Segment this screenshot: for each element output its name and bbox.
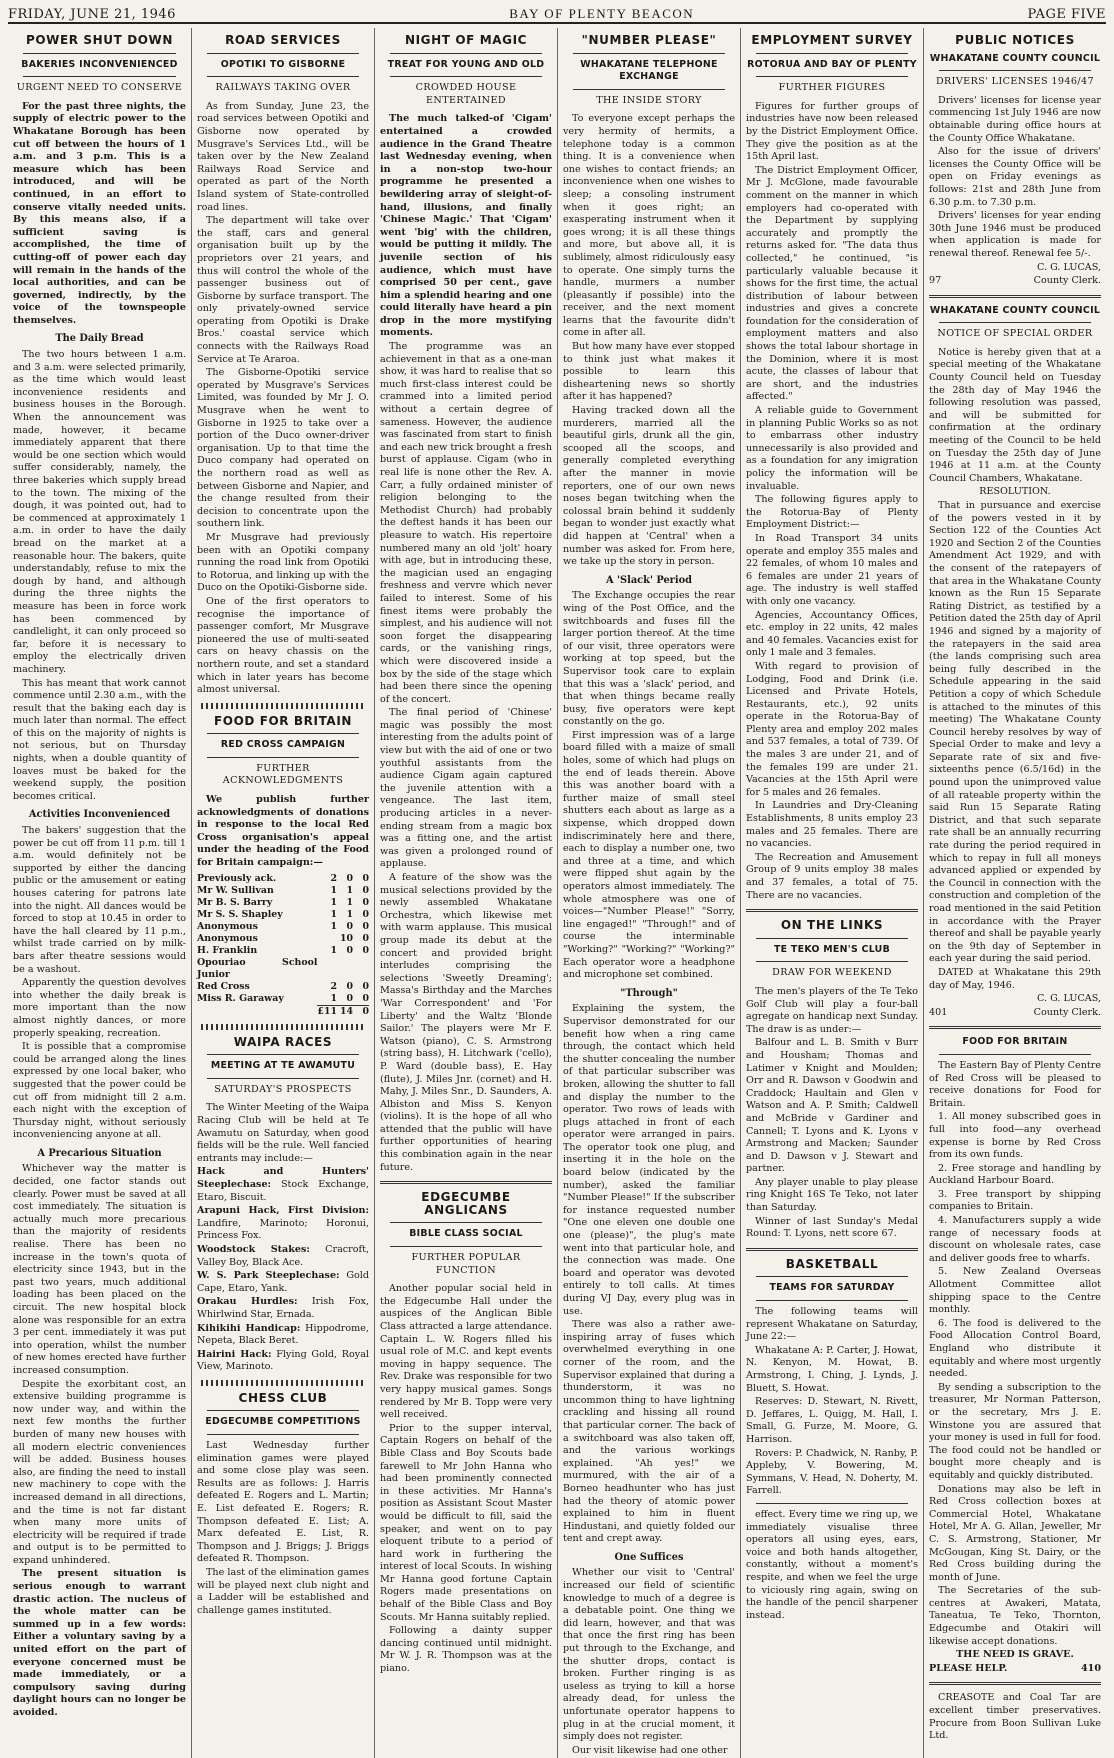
race-name: Woodstock Stakes: xyxy=(197,1243,310,1255)
subheadline: FURTHER FIGURES xyxy=(778,82,886,94)
donor-name: Miss R. Garaway xyxy=(197,992,284,1004)
paragraph: This has meant that work cannot commence until 2.30 a.m., with the result that the baking each day is much later than normal. The effect of this on the majority of nights is not serious, but on Thursday nights, when a double quantity of loaves must be baked for the weekend supply, the position becomes critical. xyxy=(13,677,186,802)
amount-pounds: 2 xyxy=(330,980,337,992)
page-number: PAGE FIVE xyxy=(1027,7,1106,22)
section-divider xyxy=(201,703,365,709)
paragraph: Drivers' licenses for year ending 30th June 1946 must be produced when application is made for renewal thereof. Renewal fee 5/-. xyxy=(929,210,1101,259)
paragraph: Explaining the system, the Supervisor demonstrated for our benefit how when a ring came through, the contact which held the shutter concealing the number of that particular subscriber was broken, allowing the shutter to fall and display the number to the operator. Two rows of leads with plugs attached in front of each operator were arranged in pairs. The operator took one plug, and inserting it in the hole on the board below (indicated by the number), asked the familiar "Number Please!" If the subscriber for instance requested number "One one eleven one double one one (please)", the plug's mate went into that particular hole, and the connection was made. One board and operator was devoted entirely to toll calls. At times during VJ Day, every plug was in use. xyxy=(563,1003,735,1317)
subheadline: WHAKATANE COUNTY COUNCIL xyxy=(929,52,1101,64)
donor-name: Red Cross xyxy=(197,980,250,992)
subheadline: NOTICE OF SPECIAL ORDER xyxy=(937,328,1093,340)
subheadline: CROWDED HOUSE ENTERTAINED xyxy=(415,82,517,106)
notice-number: 97 xyxy=(929,275,942,287)
paragraph: Whakatane A: P. Carter, J. Howat, N. Kenyon, M. Howat, B. Armstrong, I. Ching, J. Lynds, J. Bluett, S. Howat. xyxy=(746,1344,918,1394)
section-heading: One Suffices xyxy=(614,1551,684,1563)
donation-total-row xyxy=(197,1005,369,1018)
headline: CHESS CLUB xyxy=(238,1390,328,1405)
paragraph: The following figures apply to the Rotorua-Bay of Plenty Employment District:— xyxy=(746,494,918,531)
paragraph: The District Employment Officer, Mr J. McGlone, made favourable comment on the manner in which employers had co-operated with the Department by supplying accurately and promptly the returns asked for. "The data thus collected," he continued, "is particularly valuable because it shows for the first time, the actual distribution of labour between industries and gives a concrete foundation for the consideration of employment matters and also shows the total labour shortage in the Dominion, where it is most acute, the classes of labour that are short, and the industries affected." xyxy=(746,164,918,403)
paragraph: Prior to the supper interval, Captain Rogers on behalf of the Bible Class and Boy Scouts bade farewell to Mr John Hanna who had been prominently connected in these activities. Mr Hanna's position as Assistant Scout Master would be difficult to fill, said the speaker, and went on to pay eloquent tribute to a period of hard work in furthering the interest of local Scouts. In wishing Mr Hanna good fortune Captain Rogers made presentations on behalf of the Bible Class and Boy Scouts. Mr Hanna suitably replied. xyxy=(380,1422,552,1623)
paragraph: Apparently the question devolves into whether the daily break is more important than the now almost nightly dances, or more properly speaking, recreation. xyxy=(13,977,186,1039)
race-horses: Hippodrome, Nepeta, Black Beret. xyxy=(197,1322,369,1347)
food-list-item: 5. New Zealand Overseas Allotment Committee allot shipping space to the Centre monthly. xyxy=(929,1266,1101,1316)
signature: C. G. LUCAS, xyxy=(1037,261,1101,273)
subheadline: FURTHER ACKNOWLEDGMENTS xyxy=(222,762,344,787)
paragraph: The Exchange occupies the rear wing of the Post Office, and the switchboards and fuses fill the larger portion thereof. At the time of our visit, three operators were working at top speed, but the Supervisor took care to explain that this was a 'slack' period, and that when things became really busy, five operators were kept constantly on the go. xyxy=(563,590,735,728)
donation-row xyxy=(197,897,369,909)
amount-pence: 0 xyxy=(362,932,369,944)
column-night-of-magic xyxy=(374,28,557,1758)
paragraph: The following teams will represent Whakatane on Saturday, June 22:— xyxy=(746,1306,918,1343)
column-road-services xyxy=(191,28,374,1758)
paragraph: First impression was of a large board filled with a maize of small holes, some of which had plugs on the end of leads therein. Above this was another board with a further maize of small steel shutters each about as large as a sixpense, which dropped down indiscriminately here and there, each to display a number one, two and three at a time, and which were flipped shut again by the operators almost immediately. The whole atmosphere was one of voices—"Number Please!" "Sorry, line engaged!" "Through!" and of course the interminable "Working?" "Working?" "Working?" Each operator wore a headphone and microphone set combined. xyxy=(563,729,735,981)
paragraph: The Eastern Bay of Plenty Centre of Red Cross will be pleased to receive donations for Food for Britain. xyxy=(929,1059,1101,1109)
race-entry xyxy=(197,1349,369,1374)
amount-pounds: 1 xyxy=(330,944,337,956)
paragraph: Balfour and L. B. Smith v Burr and Housham; Thomas and Latimer v Knight and Moulden; Orr and R. Dawson v Goodwin and Craddock; Haultain and Glen v Watson and A. P. Smith; Caldwell and McBride v Gardiner and Cannell; T. Lyons and K. Lyons v Armstrong and Macken; Saunder and D. Dawson v J. Stewart and partner. xyxy=(746,1037,918,1175)
race-horses: Gold Cape, Etaro, Yank. xyxy=(197,1270,369,1294)
subheadline: MEETING AT TE AWAMUTU xyxy=(210,1060,356,1072)
paragraph: Despite the exorbitant cost, an extensive building programme is now under way, and within the next few months the further burden of many new houses with all modern electric conveniences will be added. Business houses also, are finding the need to install new machinery to cope with the increased demand in all directions, and the time is not far distant when many more units of electricity will be required if trade and output is to be permitted to expand unhindered. xyxy=(13,1378,186,1566)
paragraph: Figures for further groups of industries have now been released by the District Employment Office. They give the position as at the 15th April last. xyxy=(746,100,918,163)
donor-name: Mr S. S. Shapley xyxy=(197,908,283,920)
donations-table xyxy=(197,873,369,1018)
paragraph: The department will take over the staff, cars and general organisation built up by the proprietors over 21 years, and thus will control the whole of the passenger business out of Gisborne by surface transport. The only privately-owned service operating from Opotiki is Drake Bros.' coastal service which connects with the Railways Road Service at Te Araroa. xyxy=(197,215,369,365)
amount-pence: 0 xyxy=(362,872,369,884)
paragraph: Following a dainty supper dancing continued until midnight. Mr W. J. R. Thompson was at the piano. xyxy=(380,1625,552,1675)
headline: ON THE LINKS xyxy=(780,918,884,933)
amount-shillings: 1 xyxy=(346,908,353,920)
amount-shillings: 1 xyxy=(346,884,353,896)
paragraph: A feature of the show was the musical selections provided by the newly assembled Whakatane Orchestra, which likewise met with warm applause. This musical group made its debut at the concert and provided bright interludes comprising the selections 'Sweetly Dreaming'; Massa's Birthday and the Marches 'War Correspondent' and 'For Liberty' and the Waltz 'Blonde Sailor.' The players were Mr F. Watson (piano), C. S. Armstrong (string bass), H. Litchwark ('cello), P. Ward (double bass), E. Hay (flute), J. Miles Jnr. (cornet) and H. Mahy, J. Miles Snr., D. Saunders, A. Albiston and Miss S. Kenyon (violins). It is the hope of all who attended that the public will have further opportunities of hearing this combination again in the near future. xyxy=(380,872,552,1173)
paragraph: Whichever way the matter is decided, one factor stands out clearly. Power must be saved at all cost immediately. The situation is actually much more precarious than the majority of residents realise. There has been no increase in the town's quota of electricity since 1943, but in the past two years, much additional loading has been placed on the circuit. The new hospital block alone was responsible for an extra 3 per cent. immediately it was put into operation, whilst the number of new homes erected have further increased consumption. xyxy=(13,1163,186,1376)
paragraph: The Winter Meeting of the Waipa Racing Club will be held at Te Awamutu on Saturday, when good fields will be the rule. Well fancied entrants may include:— xyxy=(197,1102,369,1164)
donation-row xyxy=(197,921,369,933)
paragraph: Agencies, Accountancy Offices, etc. employ in 22 units, 42 males and 40 females. Vacancies exist for only 1 male and 3 females. xyxy=(746,609,918,659)
paragraph: The Gisborne-Opotiki service operated by Musgrave's Services Limited, was founded by Mr J. O. Musgrave when he went to Gisborne in 1925 to take over a portion of the Duco owner-driver organisation. Up to that time the Duco company had operated on the northern road as well as between Gisborne and Napier, and the change resulted from their decision to concentrate upon the southern link. xyxy=(197,367,369,530)
total-shillings: 14 xyxy=(337,1005,353,1018)
amount-shillings: 10 xyxy=(339,932,353,944)
paragraph: A reliable guide to Government in planning Public Works so as not to embarrass other industry unnecessarily is also provided and as a foundation for any imigration policy the information will be invaluable. xyxy=(746,405,918,492)
paragraph: With regard to provision of Lodging, Food and Drink (i.e. Licensed and Private Hotels, Restaurants, etc.), 92 units operate in the Rotorua-Bay of Plenty area and employ 202 males and 537 females, a total of 739. Of the males 3 are under 21, and of the females 199 are under 21. Vacancies at the 15th April were for 5 males and 26 females. xyxy=(746,660,918,798)
paragraph: The Recreation and Amusement Group of 9 units employ 38 males and 37 females, a total of 75. There are no vacancies. xyxy=(746,851,918,901)
donor-name: Opouriao School Junior xyxy=(197,956,318,980)
amount-pounds: 1 xyxy=(330,908,337,920)
paragraph: Whether our visit to 'Central' increased our field of scientific knowledge to much of a degree is a debatable point. One thing we did learn, however, and that was that once the first ring has been put through to the Exchange, and the shutter drops, contact is broken. Further ringing is as useless as trying to kill a horse already dead, for unless the unfortunate operator happens to plug in at the crucial moment, it simply does not register. xyxy=(563,1567,735,1743)
amount-pounds: 1 xyxy=(330,920,337,932)
headline: EMPLOYMENT SURVEY xyxy=(751,33,913,47)
appeal-text: PLEASE HELP. xyxy=(929,1662,1008,1674)
race-horses: Flying Gold, Royal View, Marinoto. xyxy=(197,1348,369,1373)
appeal-line: THE NEED IS GRAVE. xyxy=(956,1649,1074,1661)
paragraph: That in pursuance and exercise of the powers vested in it by Section 122 of the Counties Act 1920 and Section 2 of the Counties Amendment Act 1929, and with the consent of the ratepayers of that area in the Whakatane County known as the Run 15 Separate Rating District, as testified by a Petition dated the 25th day of April 1946 and signed by a majority of the ratepayers in the said area (the lands comprising such area being fully described in the Schedule appearing in the said Petition a copy of which Schedule is attached to the minutes of this meeting) The Whakatane County Council hereby resolves by way of Special Order to make and levy a Separate rate of six and five-sixteenths pence (6.5/16d) in the pound upon the unimproved value of all rateable property within the said Run 15 Separate Rating District, and that such separate rate shall be an annually recurring rate during the period required in which to repay in full all moneys advanced applied or expended by the Council in connection with the construction and completion of the road mentioned in the said Petition in accordance with the Prayer thereof and shall be payable yearly on the 9th day of September in each year during the said period. xyxy=(929,500,1101,965)
column-power-shut-down xyxy=(8,28,191,1758)
paragraph: Reserves: D. Stewart, N. Rivett, D. Jeffares, L. Quigg, M. Hall, I. Small, G. Furze, M. Moore, G. Harrison. xyxy=(746,1396,918,1445)
amount-pounds: 1 xyxy=(330,884,337,896)
amount-pence: 0 xyxy=(362,920,369,932)
food-list-item: 1. All money subscribed goes in full into food—any overhead expense is borne by Red Cross from its own funds. xyxy=(929,1111,1101,1161)
paragraph: It is possible that a compromise could be arranged along the lines expressed by one local baker, who suggested that the power could be cut off from midnight till 2 a.m. each night with the exception of Thursday night, without seriously inconveniencing anyone at all. xyxy=(13,1041,186,1141)
subheadline: RAILWAYS TAKING OVER xyxy=(215,82,351,94)
paragraph: Another popular social held in the Edgecumbe Hall under the auspices of the Anglican Bible Class attracted a large attendance. Captain L. W. Rogers filled his usual role of M.C. and kept events moving in happy sequence. The Rev. Drake was responsible for two very happy musical games. Songs rendered by Mr B. Topp were very well received. xyxy=(380,1283,552,1421)
amount-pence: 0 xyxy=(362,896,369,908)
paragraph: DATED at Whakatane this 29th day of May, 1946. xyxy=(929,966,1101,991)
paragraph: Having tracked down all the murderers, married all the beautiful girls, drunk all the gin, scooped all the scoops, and generally completed everything after the manner in movie reporters, one of our own news noses began twitching when the colossal brain behind it suddenly began to wonder just exactly what did happen at 'Central' when a number was asked for. From here, we take up the story in person. xyxy=(563,405,735,568)
race-entry xyxy=(197,1205,369,1243)
column-number-please xyxy=(557,28,740,1758)
headline: BASKETBALL xyxy=(785,1256,879,1271)
paragraph: The last of the elimination games will be played next club night and a Ladder will be established and challenge games instituted. xyxy=(197,1567,369,1616)
total-pence: 0 xyxy=(353,1005,369,1018)
race-entry xyxy=(197,1244,369,1269)
race-name: W. S. Park Steeplechase: xyxy=(197,1270,340,1282)
notice-number: 410 xyxy=(1080,1662,1101,1674)
amount-shillings: 0 xyxy=(346,980,353,992)
paragraph: The bakers' suggestion that the power be cut off from 11 p.m. till 1 a.m. would definitely not be supported by either the dancing public or the amusement or eating houses catering for patrons late into the night. All dances would be forced to stop at 10.45 in order to have the hall cleared by 11 p.m., whilst trade carried on by milk-bars after theatre sessions would be a washout. xyxy=(13,825,186,975)
amount-pence: 0 xyxy=(362,944,369,956)
donation-row xyxy=(197,909,369,921)
section-heading: A Precarious Situation xyxy=(37,1147,162,1159)
headline: NIGHT OF MAGIC xyxy=(404,33,528,47)
donor-name: Anonymous xyxy=(197,920,258,932)
subheadline: DRAW FOR WEEKEND xyxy=(772,967,892,979)
race-entry xyxy=(197,1296,369,1321)
race-entry xyxy=(197,1166,369,1204)
subheadline: THE INSIDE STORY xyxy=(596,94,702,106)
headline: "NUMBER PLEASE" xyxy=(581,33,717,47)
paragraph: The final period of 'Chinese' magic was possibly the most interesting from the adults point of view but with the aid of one or two youthful assistants from the audience Cigam again captured the juvenile attention with a vengeance. The last item, producing articles in a never-ending stream from a magic box was a fitting one, and the artist was given a prolonged round of applause. xyxy=(380,707,552,870)
donation-row xyxy=(197,957,369,981)
paragraph: Notice is hereby given that at a special meeting of the Whakatane County Council held on Tuesday the 28th day of May 1946 the following resolution was passed, and will be submitted for confirmation at the ordinary meeting of the Council to be held on Tuesday the 25th day of June 1946 at 11 a.m. at the County Council Chambers, Whakatane. xyxy=(929,346,1101,484)
paragraph: We publish further acknowledgments of donations in response to the local Red Cross organisation's appeal under the heading of the Food for Britain campaign:— xyxy=(197,794,369,869)
amount-pounds xyxy=(317,933,337,945)
paragraph: The present situation is serious enough to warrant drastic action. The nucleus of the whole matter can be summed up in a few words: Either a voluntary saving by a united effort on the part of everyone concerned must be made immediately, or a compulsory saving during daylight hours can no longer be avoided. xyxy=(13,1568,186,1718)
race-entry xyxy=(197,1323,369,1348)
race-name: Orakau Hurdles: xyxy=(197,1296,298,1308)
subheadline: TE TEKO MEN'S CLUB xyxy=(773,943,891,955)
signature-role: County Clerk. xyxy=(1033,275,1101,287)
signature-line xyxy=(929,275,1101,288)
page-columns xyxy=(8,28,1106,1756)
section-heading: The Daily Bread xyxy=(55,333,144,345)
issue-date: FRIDAY, JUNE 21, 1946 xyxy=(8,7,176,22)
paragraph: By sending a subscription to the treasurer, Mr Norman Patterson, or the secretary, Mrs J. E. Winstone you are assured that your money is used in full for food. The food could not be handled or bought more cheaply and is equitably and quickly distributed. xyxy=(929,1381,1101,1481)
signature-line xyxy=(929,1007,1101,1020)
headline: WAIPA RACES xyxy=(233,1034,333,1049)
paragraph: Rovers: P. Chadwick, N. Ranby, P. Appleby, V. Bowering, M. Symmans, V. Head, N. Doherty, M. Farrell. xyxy=(746,1447,918,1497)
amount-shillings: 0 xyxy=(346,992,353,1004)
headline: EDGECUMBE ANGLICANS xyxy=(421,1190,511,1217)
paragraph: Winner of last Sunday's Medal Round: T. Lyons, nett score 67. xyxy=(746,1215,918,1240)
donation-row xyxy=(197,885,369,897)
paragraph: Mr Musgrave had previously been with an Opotiki company running the road link from Opotiki to Rotorua, and linking up with the Duco on the Opotiki-Gisborne side. xyxy=(197,531,369,594)
section-heading: A 'Slack' Period xyxy=(606,574,692,586)
subheadline: FURTHER POPULAR FUNCTION xyxy=(411,1252,521,1276)
subheadline: RED CROSS CAMPAIGN xyxy=(220,739,346,751)
donation-row xyxy=(197,933,369,945)
donor-name: Mr W. Sullivan xyxy=(197,884,274,896)
paragraph: Drivers' licenses for license year commencing 1st July 1946 are now obtainable during office hours at the County Office Whakatane. xyxy=(929,94,1101,144)
column-public-notices xyxy=(923,28,1106,1758)
amount-pounds: 1 xyxy=(330,992,337,1004)
amount-pounds xyxy=(317,957,337,981)
subheadline: DRIVERS' LICENSES 1946/47 xyxy=(935,76,1095,88)
amount-pence: 0 xyxy=(362,908,369,920)
race-horses: Cracroft, Valley Boy, Black Ace. xyxy=(197,1243,369,1268)
subheadline: ROTORUA AND BAY OF PLENTY xyxy=(747,58,917,70)
food-list-item: 4. Manufacturers supply a wide range of necessary foods at discount on wholesale rates, case and deliver goods free to wharfs. xyxy=(929,1215,1101,1264)
headline: ROAD SERVICES xyxy=(225,33,341,47)
amount-pence xyxy=(353,957,369,981)
donor-name: Previously ack. xyxy=(197,872,277,884)
section-heading: "Through" xyxy=(620,987,678,999)
race-name: Kihikihi Handicap: xyxy=(197,1322,301,1334)
food-list-item: 3. Free transport by shipping companies to Britain. xyxy=(929,1188,1101,1213)
race-horses: Stock Exchange, Etaro, Biscuit. xyxy=(197,1178,369,1203)
amount-pounds: 1 xyxy=(330,896,337,908)
subheadline: WHAKATANE TELEPHONE EXCHANGE xyxy=(580,58,718,83)
paragraph: Any player unable to play please ring Knight 16S Te Teko, not later than Saturday. xyxy=(746,1176,918,1214)
paragraph: The Secretaries of the sub-centres at Awakeri, Matata, Taneatua, Te Teko, Thornton, Edgecumbe and Otakiri will likewise accept donations. xyxy=(929,1585,1101,1647)
donation-row xyxy=(197,873,369,885)
subheadline: BIBLE CLASS SOCIAL xyxy=(409,1228,523,1240)
classified-ad: CREASOTE and Coal Tar are excellent timber preservatives. Procure from Boon Sullivan Luke Ltd. xyxy=(929,1692,1101,1742)
subheadline: BAKERIES INCONVENIENCED xyxy=(21,58,178,70)
race-horses: Irish Fox, Whirlwind Star, Ernada. xyxy=(197,1296,369,1320)
donor-name: H. Franklin xyxy=(197,944,258,956)
subheadline: EDGECUMBE COMPETITIONS xyxy=(205,1416,361,1428)
notice-number: 401 xyxy=(929,1006,948,1018)
food-list-item: 2. Free storage and handling by Auckland Harbour Board. xyxy=(929,1162,1101,1187)
race-name: Arapuni Hack, First Division: xyxy=(197,1205,369,1217)
donation-row xyxy=(197,981,369,993)
amount-shillings: 1 xyxy=(346,896,353,908)
amount-shillings: 0 xyxy=(346,920,353,932)
donation-row xyxy=(197,945,369,957)
amount-shillings: 0 xyxy=(346,872,353,884)
subheadline: TREAT FOR YOUNG AND OLD xyxy=(387,58,545,70)
paragraph: One of the first operators to recognise the importance of passenger comfort, Mr Musgrave pioneered the use of multi-seated cars on heavy chassis on the northern route, and set a standard which in later years has become almost universal. xyxy=(197,595,369,696)
paragraph: To everyone except perhaps the very hermity of hermits, a telephone today is a common thing. It is a convenience when one wishes to contact friends; an inconvenience when one wishes to sleep; a consoling instrument when it goes right; an exasperating instrument when it goes wrong; it is all these things and more, but above all, it is sublimely, almost ridiculously easy to operate. One simply turns the handle, murmers a number (pleasantly if possible) into the receiver, and the next moment learns that the favourite didn't come in after all. xyxy=(563,113,735,339)
donation-row xyxy=(197,993,369,1006)
paragraph: Last Wednesday further elimination games were played and some close play was seen. Results are as follows: J. Harris defeated E. Rogers and L. Martin; E. List defeated E. Rogers; R. Thompson defeated E. List; A. Marx defeated E. List, R. Thompson and J. Briggs; J. Briggs defeated R. Thompson. xyxy=(197,1440,369,1565)
signature-role: County Clerk. xyxy=(1033,1006,1101,1018)
newspaper-name: BAY OF PLENTY BEACON xyxy=(509,6,695,21)
food-list xyxy=(929,1111,1101,1380)
paragraph: Donations may also be left in Red Cross collection boxes at Commercial Hotel, Whakatane Hotel, Mr A. G. Allan, Jeweller, Mr C. S. Armstrong, Stationer, Mr McGougan, King St. Dairy, or the Red Cross building during the month of June. xyxy=(929,1483,1101,1583)
signature: C. G. LUCAS, xyxy=(1037,993,1101,1005)
amount-pence: 0 xyxy=(362,884,369,896)
resolution-heading: RESOLUTION. xyxy=(979,486,1051,498)
subheadline: SATURDAY'S PROSPECTS xyxy=(214,1083,352,1095)
section-divider xyxy=(201,1380,365,1386)
race-entry xyxy=(197,1270,369,1295)
amount-pounds: 2 xyxy=(330,872,337,884)
subheadline: FOOD FOR BRITAIN xyxy=(962,1036,1068,1048)
paragraph: Also for the issue of drivers' licenses the County Office will be open on Friday evenings as follows: 21st and 28th June from 6.30 p.m. to 7.30 p.m. xyxy=(929,146,1101,208)
race-horses: Landfire, Marinoto; Horonui, Princess Fox. xyxy=(197,1217,369,1242)
masthead xyxy=(8,2,1106,24)
section-heading: Activities Inconvenienced xyxy=(28,809,171,821)
subheadline: WHAKATANE COUNTY COUNCIL xyxy=(929,304,1101,316)
amount-pence: 0 xyxy=(362,992,369,1004)
paragraph: In Laundries and Dry-Cleaning Establishments, 8 units employ 23 males and 25 females. There are no vacancies. xyxy=(746,800,918,850)
paragraph: The men's players of the Te Teko Golf Club will play a four-ball agregate on handicap next Sunday. The draw is as under:— xyxy=(746,985,918,1035)
paragraph: But how many have ever stopped to think just what makes it possible to learn this disheartening news so shortly after it has happened? xyxy=(563,341,735,403)
donor-name: Mr B. S. Barry xyxy=(197,896,273,908)
lead-paragraph: For the past three nights, the supply of electric power to the Whakatane Borough has been cut off between the hours of 1 a.m. and 3 p.m. This is a measure which has been introduced, and will be continued, in an effort to conserve vitally needed units. By this means also, if a sufficient saving is accomplished, the time of cutting-off of power each day will remain in the hands of the local authorities, and can be governed, indirectly, by the voice of the townspeople themselves. xyxy=(13,100,186,326)
column-employment-survey xyxy=(740,28,923,1758)
amount-shillings: 0 xyxy=(346,944,353,956)
headline: PUBLIC NOTICES xyxy=(955,33,1075,47)
lead-paragraph: The much talked-of 'Cigam' entertained a crowded audience in the Grand Theatre last Wednesday evening, when in a non-stop two-hour programme he presented a bewildering array of sleight-of-hand, illusions, and finally 'Chinese Magic.' That 'Cigam' went 'big' with the children, would be putting it mildly. The juvenile section of his audience, which must have comprised 50 per cent., gave him a splendid hearing and one could literally have heard a pin drop in the more mystifying moments. xyxy=(380,113,552,339)
paragraph: Our visit likewise had one other xyxy=(572,1744,728,1756)
section-divider xyxy=(201,1024,365,1030)
paragraph: The programme was an achievement in that as a one-man show, it was hard to realise that so much first-class interest could be crammed into a limited period without a certain degree of sameness. However, the audience was fascinated from start to finish and each new trick brought a fresh burst of applause. Cigam (who in real life is none other the Rev. A. Carr, a fully ordained minister of religion belonging to the Methodist Church) had probably the deftest hands it has been our pleasure to watch. His repertoire numbered many an old 'jolt' hoary with age, but in introducing these, the magician used an engaging freshness and vervre which never failed to interest. Some of his finest items were probably the simplest, and his audience will not soon forget the disappearing cards, or the vanishing rings, which were discovered inside a box by the side of the stage which had been there since the opening of the concert. xyxy=(380,341,552,705)
race-name: Hairini Hack: xyxy=(197,1348,272,1360)
paragraph: effect. Every time we ring up, we immediately visualise three operators all using eyes, ears, voice and both hands altogether, constantly, without a moment's respite, and when we feel the urge to viciously ring again, swing on the handle of the pencil sharpener instead. xyxy=(746,1508,918,1621)
amount-shillings xyxy=(337,957,353,981)
subheadline: URGENT NEED TO CONSERVE xyxy=(16,82,183,94)
paragraph: The two hours between 1 a.m. and 3 a.m. were selected primarily, as the time which would least inconvenience residents and business houses in the Borough. When the announcement was made, however, it became immediately apparent that there would be one section which would suffer considerably, namely, the three bakeries which supply bread to the town. The mixing of the dough, it was pointed out, had to be commenced at approximately 1 a.m. in order to have the daily bread on the market at a reasonable hour. The bakers, quite understandably, refuse to mix the dough by hand, and although during the three nights the measure has been in force work has been commenced by candlelight, it can only proceed so far, before it is necessary to employ the electrically driven machinery. xyxy=(13,349,186,675)
amount-pence: 0 xyxy=(362,980,369,992)
paragraph: In Road Transport 34 units operate and employ 355 males and 22 females, of whom 10 males and 6 females are under 21 years of age. The industry is well staffed with only one vacancy. xyxy=(746,532,918,607)
paragraph: As from Sunday, June 23, the road services between Opotiki and Gisborne now operated by Musgrave's Services Ltd., will be taken over by the New Zealand Railways Road Service and operated as part of the North Island system of State-controlled road lines. xyxy=(197,100,369,213)
race-list xyxy=(197,1166,369,1374)
paragraph: There was also a rather awe-inspiring array of fuses which overwhelmed everything in one corner of the room, and the Supervisor explained that during a thunderstorm, it was no uncommon thing to have lightning crackling and hissing all round that particular corner. The back of a switchboard was also taken off, and the various workings explained. "Ah yes!" we murmured, with the air of a Borneo headhunter who has just had the theory of atomic power explained to him in fluent Hindustani, and quietly folded our tent and crept away. xyxy=(563,1319,735,1545)
appeal-line xyxy=(929,1663,1101,1676)
subheadline: TEAMS FOR SATURDAY xyxy=(769,1282,895,1294)
subheadline: OPOTIKI TO GISBORNE xyxy=(220,58,346,70)
headline: FOOD FOR BRITAIN xyxy=(213,713,353,728)
headline: POWER SHUT DOWN xyxy=(25,33,174,47)
total-pounds: £11 xyxy=(317,1005,337,1017)
donor-name: Anonymous xyxy=(197,932,258,944)
race-name: Hack and Hunters' Steeplechase: xyxy=(197,1166,369,1190)
food-list-item: 6. The food is delivered to the Food Allocation Control Board, England who distribute it equitably and where most urgently needed. xyxy=(929,1317,1101,1380)
